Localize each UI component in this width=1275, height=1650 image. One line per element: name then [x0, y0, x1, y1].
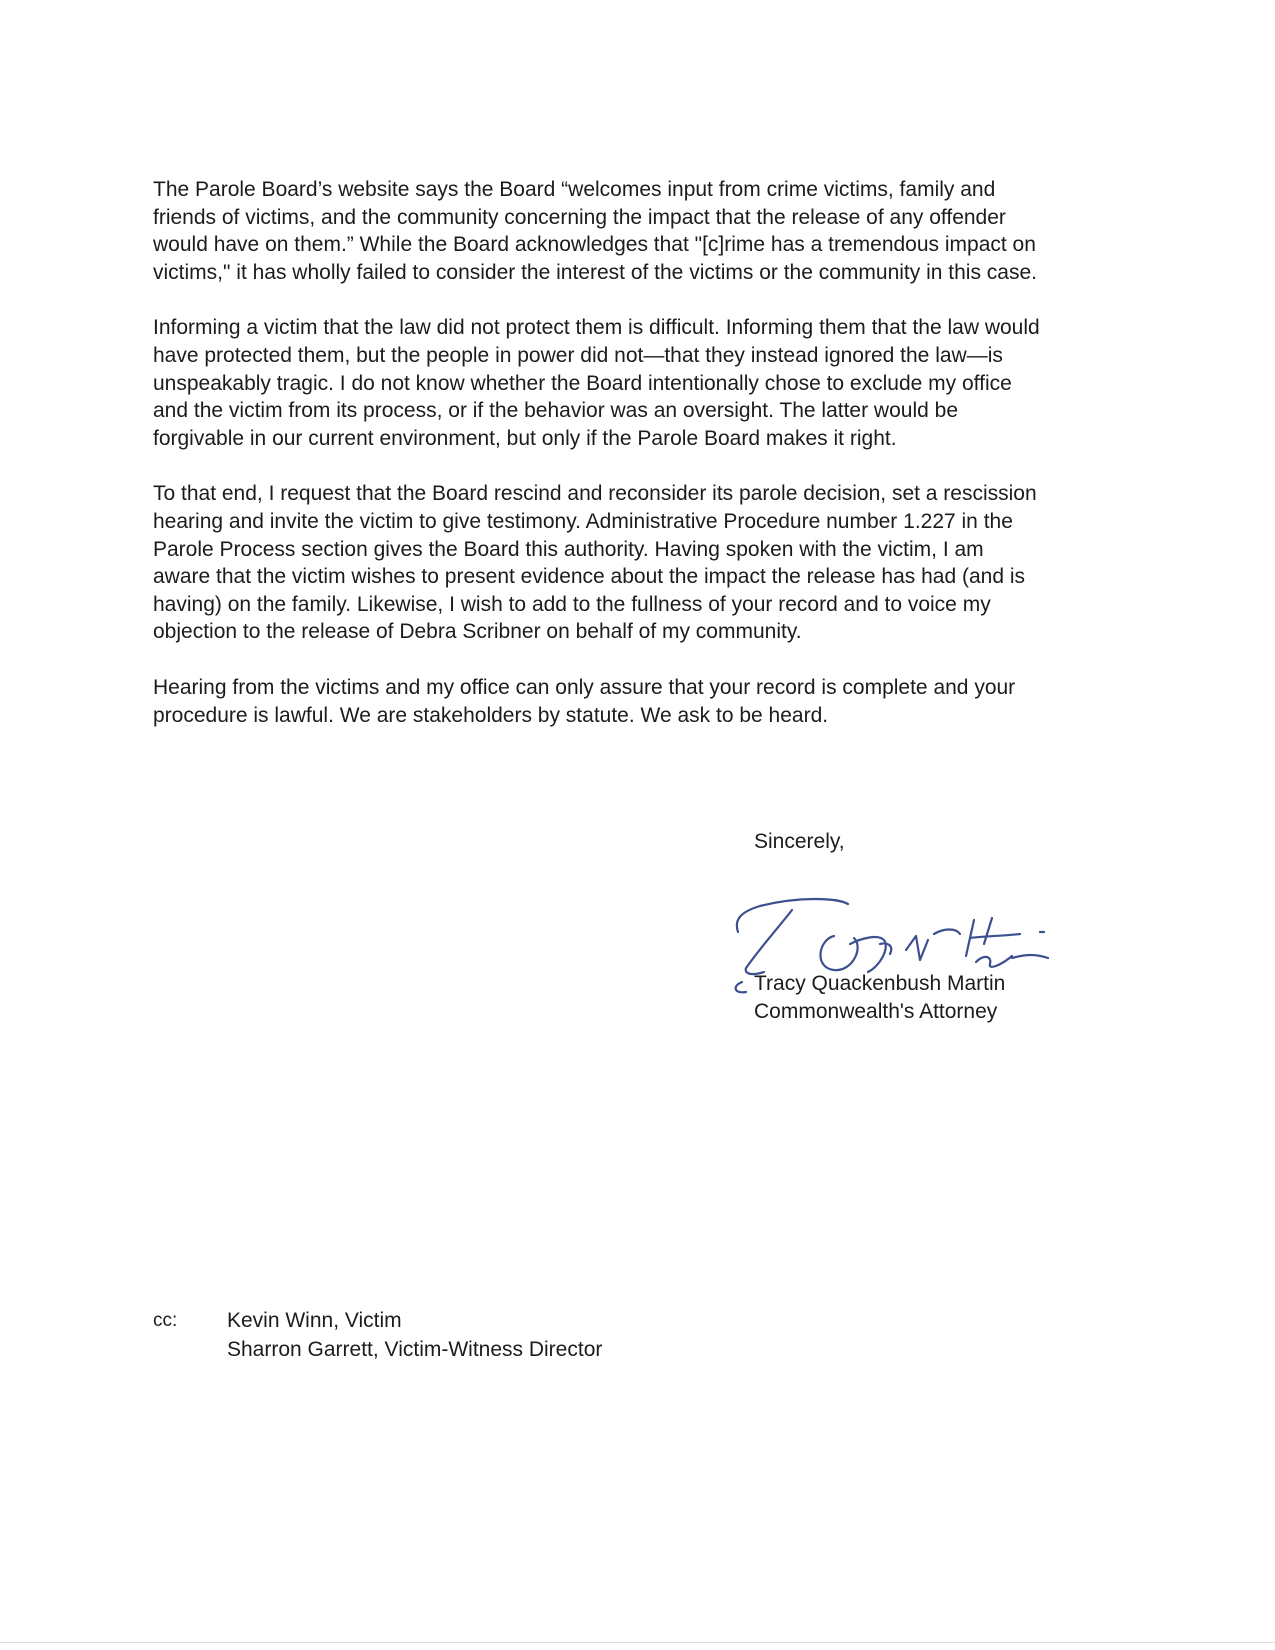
paragraph-request: [153, 480, 1143, 646]
text-line: procedure is lawful. We are stakeholders by statute. We ask to be heard.: [153, 703, 829, 727]
page-bottom-edge: [0, 1642, 1275, 1643]
paragraph-conclusion: [153, 674, 1143, 729]
text-line: unspeakably tragic. I do not know whether the Board intentionally chose to exclude my office: [153, 371, 1012, 395]
signature-block: [754, 970, 1005, 1026]
letter-body: [153, 176, 1143, 757]
text-line: have protected them, but the people in power did not—that they instead ignored the law—is: [153, 343, 1003, 367]
text-line: hearing and invite the victim to give testimony. Administrative Procedure number 1.227 in the: [153, 509, 1013, 533]
paragraph-website-quote: [153, 176, 1143, 286]
cc-label: cc:: [153, 1310, 178, 1331]
cc-recipient: Kevin Winn, Victim: [227, 1309, 402, 1332]
paragraph-informing-victim: [153, 314, 1143, 452]
text-line: forgivable in our current environment, but only if the Parole Board makes it right.: [153, 426, 897, 450]
cc-recipient: Sharron Garrett, Victim-Witness Director: [227, 1338, 603, 1361]
text-line: friends of victims, and the community concerning the impact that the release of any offender: [153, 205, 1006, 229]
text-line: Hearing from the victims and my office can only assure that your record is complete and your: [153, 675, 1016, 699]
cc-recipient-list: [227, 1306, 602, 1364]
signer-name: Tracy Quackenbush Martin: [754, 972, 1006, 995]
text-line: and the victim from its process, or if the behavior was an oversight. The latter would be: [153, 399, 958, 423]
text-line: would have on them.” While the Board acknowledges that "[c]rime has a tremendous impact on: [153, 233, 1036, 257]
text-line: aware that the victim wishes to present evidence about the impact the release has had (and is: [153, 565, 1025, 589]
text-line: Parole Process section gives the Board this authority. Having spoken with the victim, I am: [153, 537, 984, 561]
text-line: To that end, I request that the Board rescind and reconsider its parole decision, set a rescission: [153, 482, 1037, 506]
signer-title: Commonwealth's Attorney: [754, 1000, 998, 1023]
text-line: victims," it has wholly failed to consider the interest of the victims or the community in this case.: [153, 260, 1037, 284]
text-line: The Parole Board’s website says the Board “welcomes input from crime victims, family and: [153, 178, 996, 201]
closing-salutation: Sincerely,: [754, 830, 845, 853]
text-line: Informing a victim that the law did not protect them is difficult. Informing them that the law would: [153, 316, 1040, 340]
text-line: having) on the family. Likewise, I wish to add to the fullness of your record and to voice my: [153, 592, 991, 616]
text-line: objection to the release of Debra Scribner on behalf of my community.: [153, 620, 802, 644]
